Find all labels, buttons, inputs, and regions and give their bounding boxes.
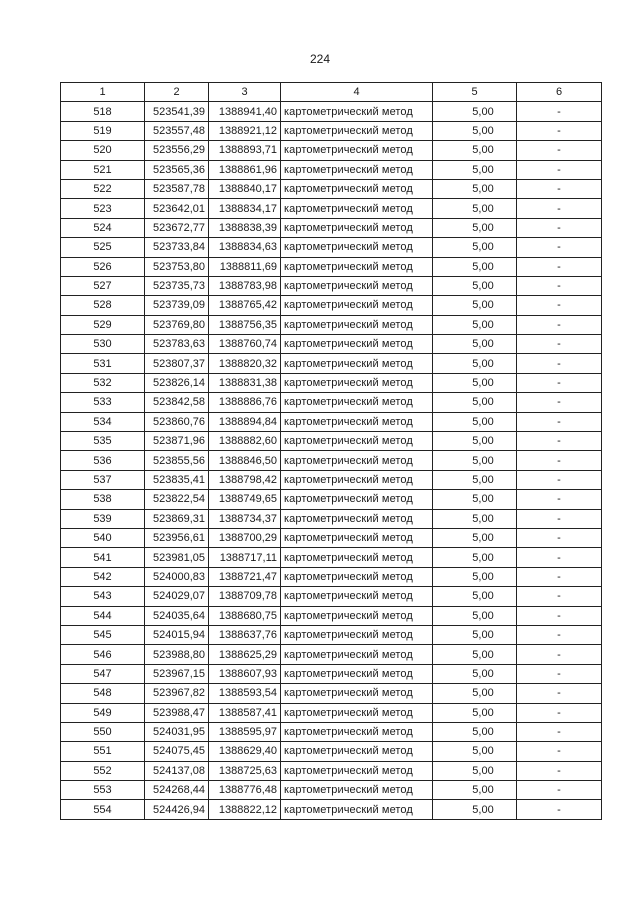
x-coordinate-cell: 524029,07 bbox=[145, 587, 209, 606]
method-cell: картометрический метод bbox=[281, 296, 433, 315]
method-cell: картометрический метод bbox=[281, 218, 433, 237]
table-row bbox=[61, 432, 602, 451]
accuracy-cell: 5,00 bbox=[433, 315, 517, 334]
point-number-cell: 521 bbox=[61, 160, 145, 179]
x-coordinate-cell: 523981,05 bbox=[145, 548, 209, 567]
point-number-cell: 522 bbox=[61, 179, 145, 198]
method-cell: картометрический метод bbox=[281, 412, 433, 431]
table-row bbox=[61, 722, 602, 741]
method-cell: картометрический метод bbox=[281, 625, 433, 644]
point-number-cell: 530 bbox=[61, 335, 145, 354]
method-cell: картометрический метод bbox=[281, 722, 433, 741]
x-coordinate-cell: 523735,73 bbox=[145, 276, 209, 295]
note-cell: - bbox=[517, 451, 602, 470]
accuracy-cell: 5,00 bbox=[433, 625, 517, 644]
accuracy-cell: 5,00 bbox=[433, 238, 517, 257]
accuracy-cell: 5,00 bbox=[433, 412, 517, 431]
column-header: 6 bbox=[517, 83, 602, 102]
x-coordinate-cell: 523557,48 bbox=[145, 121, 209, 140]
x-coordinate-cell: 524075,45 bbox=[145, 742, 209, 761]
table-row bbox=[61, 218, 602, 237]
accuracy-cell: 5,00 bbox=[433, 276, 517, 295]
x-coordinate-cell: 523739,09 bbox=[145, 296, 209, 315]
method-cell: картометрический метод bbox=[281, 102, 433, 121]
method-cell: картометрический метод bbox=[281, 121, 433, 140]
method-cell: картометрический метод bbox=[281, 742, 433, 761]
note-cell: - bbox=[517, 548, 602, 567]
note-cell: - bbox=[517, 800, 602, 819]
method-cell: картометрический метод bbox=[281, 781, 433, 800]
point-number-cell: 538 bbox=[61, 490, 145, 509]
y-coordinate-cell: 1388861,96 bbox=[209, 160, 281, 179]
point-number-cell: 534 bbox=[61, 412, 145, 431]
x-coordinate-cell: 523753,80 bbox=[145, 257, 209, 276]
note-cell: - bbox=[517, 296, 602, 315]
method-cell: картометрический метод bbox=[281, 490, 433, 509]
method-cell: картометрический метод bbox=[281, 587, 433, 606]
note-cell: - bbox=[517, 703, 602, 722]
x-coordinate-cell: 523988,80 bbox=[145, 645, 209, 664]
accuracy-cell: 5,00 bbox=[433, 761, 517, 780]
point-number-cell: 547 bbox=[61, 664, 145, 683]
accuracy-cell: 5,00 bbox=[433, 121, 517, 140]
accuracy-cell: 5,00 bbox=[433, 199, 517, 218]
method-cell: картометрический метод bbox=[281, 199, 433, 218]
table-row bbox=[61, 141, 602, 160]
note-cell: - bbox=[517, 587, 602, 606]
table-row bbox=[61, 703, 602, 722]
y-coordinate-cell: 1388717,11 bbox=[209, 548, 281, 567]
note-cell: - bbox=[517, 432, 602, 451]
method-cell: картометрический метод bbox=[281, 276, 433, 295]
x-coordinate-cell: 523769,80 bbox=[145, 315, 209, 334]
y-coordinate-cell: 1388838,39 bbox=[209, 218, 281, 237]
point-number-cell: 523 bbox=[61, 199, 145, 218]
method-cell: картометрический метод bbox=[281, 606, 433, 625]
table-row bbox=[61, 179, 602, 198]
table-row bbox=[61, 276, 602, 295]
y-coordinate-cell: 1388587,41 bbox=[209, 703, 281, 722]
y-coordinate-cell: 1388882,60 bbox=[209, 432, 281, 451]
note-cell: - bbox=[517, 238, 602, 257]
accuracy-cell: 5,00 bbox=[433, 800, 517, 819]
table-row bbox=[61, 412, 602, 431]
method-cell: картометрический метод bbox=[281, 160, 433, 179]
accuracy-cell: 5,00 bbox=[433, 490, 517, 509]
point-number-cell: 537 bbox=[61, 470, 145, 489]
point-number-cell: 548 bbox=[61, 684, 145, 703]
note-cell: - bbox=[517, 102, 602, 121]
page-number: 224 bbox=[309, 52, 331, 66]
point-number-cell: 525 bbox=[61, 238, 145, 257]
y-coordinate-cell: 1388893,71 bbox=[209, 141, 281, 160]
accuracy-cell: 5,00 bbox=[433, 781, 517, 800]
method-cell: картометрический метод bbox=[281, 179, 433, 198]
note-cell: - bbox=[517, 761, 602, 780]
point-number-cell: 526 bbox=[61, 257, 145, 276]
y-coordinate-cell: 1388637,76 bbox=[209, 625, 281, 644]
accuracy-cell: 5,00 bbox=[433, 179, 517, 198]
column-header: 1 bbox=[61, 83, 145, 102]
accuracy-cell: 5,00 bbox=[433, 335, 517, 354]
y-coordinate-cell: 1388700,29 bbox=[209, 528, 281, 547]
method-cell: картометрический метод bbox=[281, 432, 433, 451]
accuracy-cell: 5,00 bbox=[433, 548, 517, 567]
column-header: 3 bbox=[209, 83, 281, 102]
x-coordinate-cell: 523826,14 bbox=[145, 373, 209, 392]
note-cell: - bbox=[517, 470, 602, 489]
x-coordinate-cell: 523822,54 bbox=[145, 490, 209, 509]
accuracy-cell: 5,00 bbox=[433, 684, 517, 703]
coordinates-table bbox=[60, 82, 602, 820]
y-coordinate-cell: 1388783,98 bbox=[209, 276, 281, 295]
note-cell: - bbox=[517, 567, 602, 586]
x-coordinate-cell: 523541,39 bbox=[145, 102, 209, 121]
column-header: 5 bbox=[433, 83, 517, 102]
method-cell: картометрический метод bbox=[281, 354, 433, 373]
table-row bbox=[61, 393, 602, 412]
point-number-cell: 518 bbox=[61, 102, 145, 121]
point-number-cell: 532 bbox=[61, 373, 145, 392]
y-coordinate-cell: 1388834,63 bbox=[209, 238, 281, 257]
accuracy-cell: 5,00 bbox=[433, 528, 517, 547]
x-coordinate-cell: 523860,76 bbox=[145, 412, 209, 431]
y-coordinate-cell: 1388822,12 bbox=[209, 800, 281, 819]
accuracy-cell: 5,00 bbox=[433, 722, 517, 741]
table-row bbox=[61, 160, 602, 179]
accuracy-cell: 5,00 bbox=[433, 742, 517, 761]
method-cell: картометрический метод bbox=[281, 335, 433, 354]
y-coordinate-cell: 1388721,47 bbox=[209, 567, 281, 586]
y-coordinate-cell: 1388811,69 bbox=[209, 257, 281, 276]
table-row bbox=[61, 257, 602, 276]
point-number-cell: 533 bbox=[61, 393, 145, 412]
y-coordinate-cell: 1388709,78 bbox=[209, 587, 281, 606]
x-coordinate-cell: 523835,41 bbox=[145, 470, 209, 489]
table-row bbox=[61, 121, 602, 140]
accuracy-cell: 5,00 bbox=[433, 606, 517, 625]
note-cell: - bbox=[517, 160, 602, 179]
note-cell: - bbox=[517, 742, 602, 761]
point-number-cell: 549 bbox=[61, 703, 145, 722]
x-coordinate-cell: 524015,94 bbox=[145, 625, 209, 644]
note-cell: - bbox=[517, 218, 602, 237]
y-coordinate-cell: 1388921,12 bbox=[209, 121, 281, 140]
y-coordinate-cell: 1388886,76 bbox=[209, 393, 281, 412]
note-cell: - bbox=[517, 528, 602, 547]
accuracy-cell: 5,00 bbox=[433, 373, 517, 392]
x-coordinate-cell: 524137,08 bbox=[145, 761, 209, 780]
method-cell: картометрический метод bbox=[281, 257, 433, 276]
table-row bbox=[61, 606, 602, 625]
table-row bbox=[61, 509, 602, 528]
column-header: 4 bbox=[281, 83, 433, 102]
method-cell: картометрический метод bbox=[281, 548, 433, 567]
note-cell: - bbox=[517, 645, 602, 664]
accuracy-cell: 5,00 bbox=[433, 587, 517, 606]
note-cell: - bbox=[517, 315, 602, 334]
table-row bbox=[61, 296, 602, 315]
point-number-cell: 539 bbox=[61, 509, 145, 528]
table-body bbox=[61, 102, 602, 819]
point-number-cell: 520 bbox=[61, 141, 145, 160]
method-cell: картометрический метод bbox=[281, 684, 433, 703]
table-header-row bbox=[61, 83, 602, 102]
accuracy-cell: 5,00 bbox=[433, 160, 517, 179]
note-cell: - bbox=[517, 606, 602, 625]
point-number-cell: 551 bbox=[61, 742, 145, 761]
point-number-cell: 545 bbox=[61, 625, 145, 644]
point-number-cell: 554 bbox=[61, 800, 145, 819]
x-coordinate-cell: 523956,61 bbox=[145, 528, 209, 547]
note-cell: - bbox=[517, 373, 602, 392]
x-coordinate-cell: 523871,96 bbox=[145, 432, 209, 451]
point-number-cell: 542 bbox=[61, 567, 145, 586]
y-coordinate-cell: 1388776,48 bbox=[209, 781, 281, 800]
y-coordinate-cell: 1388820,32 bbox=[209, 354, 281, 373]
table-row bbox=[61, 490, 602, 509]
table-row bbox=[61, 199, 602, 218]
point-number-cell: 528 bbox=[61, 296, 145, 315]
y-coordinate-cell: 1388593,54 bbox=[209, 684, 281, 703]
y-coordinate-cell: 1388756,35 bbox=[209, 315, 281, 334]
method-cell: картометрический метод bbox=[281, 703, 433, 722]
method-cell: картометрический метод bbox=[281, 664, 433, 683]
x-coordinate-cell: 523988,47 bbox=[145, 703, 209, 722]
accuracy-cell: 5,00 bbox=[433, 451, 517, 470]
accuracy-cell: 5,00 bbox=[433, 645, 517, 664]
point-number-cell: 546 bbox=[61, 645, 145, 664]
method-cell: картометрический метод bbox=[281, 761, 433, 780]
table-row bbox=[61, 354, 602, 373]
table-row bbox=[61, 781, 602, 800]
point-number-cell: 529 bbox=[61, 315, 145, 334]
accuracy-cell: 5,00 bbox=[433, 296, 517, 315]
accuracy-cell: 5,00 bbox=[433, 664, 517, 683]
table-row bbox=[61, 684, 602, 703]
point-number-cell: 531 bbox=[61, 354, 145, 373]
x-coordinate-cell: 523587,78 bbox=[145, 179, 209, 198]
method-cell: картометрический метод bbox=[281, 470, 433, 489]
y-coordinate-cell: 1388840,17 bbox=[209, 179, 281, 198]
y-coordinate-cell: 1388798,42 bbox=[209, 470, 281, 489]
table-row bbox=[61, 451, 602, 470]
y-coordinate-cell: 1388625,29 bbox=[209, 645, 281, 664]
table-row bbox=[61, 528, 602, 547]
x-coordinate-cell: 524000,83 bbox=[145, 567, 209, 586]
x-coordinate-cell: 523869,31 bbox=[145, 509, 209, 528]
accuracy-cell: 5,00 bbox=[433, 393, 517, 412]
y-coordinate-cell: 1388607,93 bbox=[209, 664, 281, 683]
method-cell: картометрический метод bbox=[281, 315, 433, 334]
x-coordinate-cell: 523967,82 bbox=[145, 684, 209, 703]
x-coordinate-cell: 524426,94 bbox=[145, 800, 209, 819]
method-cell: картометрический метод bbox=[281, 141, 433, 160]
note-cell: - bbox=[517, 257, 602, 276]
x-coordinate-cell: 523842,58 bbox=[145, 393, 209, 412]
method-cell: картометрический метод bbox=[281, 645, 433, 664]
note-cell: - bbox=[517, 179, 602, 198]
y-coordinate-cell: 1388941,40 bbox=[209, 102, 281, 121]
point-number-cell: 519 bbox=[61, 121, 145, 140]
accuracy-cell: 5,00 bbox=[433, 432, 517, 451]
table-row bbox=[61, 645, 602, 664]
point-number-cell: 541 bbox=[61, 548, 145, 567]
note-cell: - bbox=[517, 684, 602, 703]
table-row bbox=[61, 373, 602, 392]
table-row bbox=[61, 102, 602, 121]
point-number-cell: 535 bbox=[61, 432, 145, 451]
x-coordinate-cell: 523642,01 bbox=[145, 199, 209, 218]
x-coordinate-cell: 523855,56 bbox=[145, 451, 209, 470]
table-row bbox=[61, 315, 602, 334]
x-coordinate-cell: 523672,77 bbox=[145, 218, 209, 237]
point-number-cell: 550 bbox=[61, 722, 145, 741]
note-cell: - bbox=[517, 276, 602, 295]
y-coordinate-cell: 1388734,37 bbox=[209, 509, 281, 528]
x-coordinate-cell: 523783,63 bbox=[145, 335, 209, 354]
note-cell: - bbox=[517, 335, 602, 354]
table-row bbox=[61, 625, 602, 644]
point-number-cell: 543 bbox=[61, 587, 145, 606]
x-coordinate-cell: 523967,15 bbox=[145, 664, 209, 683]
table-row bbox=[61, 567, 602, 586]
y-coordinate-cell: 1388894,84 bbox=[209, 412, 281, 431]
method-cell: картометрический метод bbox=[281, 509, 433, 528]
note-cell: - bbox=[517, 121, 602, 140]
method-cell: картометрический метод bbox=[281, 238, 433, 257]
y-coordinate-cell: 1388629,40 bbox=[209, 742, 281, 761]
y-coordinate-cell: 1388831,38 bbox=[209, 373, 281, 392]
y-coordinate-cell: 1388595,97 bbox=[209, 722, 281, 741]
y-coordinate-cell: 1388765,42 bbox=[209, 296, 281, 315]
note-cell: - bbox=[517, 490, 602, 509]
note-cell: - bbox=[517, 625, 602, 644]
table-row bbox=[61, 664, 602, 683]
method-cell: картометрический метод bbox=[281, 393, 433, 412]
point-number-cell: 536 bbox=[61, 451, 145, 470]
accuracy-cell: 5,00 bbox=[433, 354, 517, 373]
point-number-cell: 553 bbox=[61, 781, 145, 800]
x-coordinate-cell: 523565,36 bbox=[145, 160, 209, 179]
method-cell: картометрический метод bbox=[281, 528, 433, 547]
table-row bbox=[61, 548, 602, 567]
method-cell: картометрический метод bbox=[281, 800, 433, 819]
point-number-cell: 544 bbox=[61, 606, 145, 625]
table-row bbox=[61, 761, 602, 780]
y-coordinate-cell: 1388749,65 bbox=[209, 490, 281, 509]
table-row bbox=[61, 800, 602, 819]
accuracy-cell: 5,00 bbox=[433, 257, 517, 276]
table-row bbox=[61, 335, 602, 354]
method-cell: картометрический метод bbox=[281, 373, 433, 392]
note-cell: - bbox=[517, 781, 602, 800]
point-number-cell: 540 bbox=[61, 528, 145, 547]
point-number-cell: 524 bbox=[61, 218, 145, 237]
accuracy-cell: 5,00 bbox=[433, 567, 517, 586]
point-number-cell: 527 bbox=[61, 276, 145, 295]
table-row bbox=[61, 470, 602, 489]
x-coordinate-cell: 524268,44 bbox=[145, 781, 209, 800]
accuracy-cell: 5,00 bbox=[433, 218, 517, 237]
note-cell: - bbox=[517, 509, 602, 528]
note-cell: - bbox=[517, 141, 602, 160]
x-coordinate-cell: 523807,37 bbox=[145, 354, 209, 373]
accuracy-cell: 5,00 bbox=[433, 703, 517, 722]
method-cell: картометрический метод bbox=[281, 567, 433, 586]
x-coordinate-cell: 523556,29 bbox=[145, 141, 209, 160]
note-cell: - bbox=[517, 393, 602, 412]
table-row bbox=[61, 742, 602, 761]
note-cell: - bbox=[517, 199, 602, 218]
table-row bbox=[61, 238, 602, 257]
column-header: 2 bbox=[145, 83, 209, 102]
note-cell: - bbox=[517, 722, 602, 741]
accuracy-cell: 5,00 bbox=[433, 509, 517, 528]
y-coordinate-cell: 1388846,50 bbox=[209, 451, 281, 470]
x-coordinate-cell: 524035,64 bbox=[145, 606, 209, 625]
x-coordinate-cell: 524031,95 bbox=[145, 722, 209, 741]
note-cell: - bbox=[517, 412, 602, 431]
accuracy-cell: 5,00 bbox=[433, 102, 517, 121]
y-coordinate-cell: 1388680,75 bbox=[209, 606, 281, 625]
point-number-cell: 552 bbox=[61, 761, 145, 780]
method-cell: картометрический метод bbox=[281, 451, 433, 470]
y-coordinate-cell: 1388725,63 bbox=[209, 761, 281, 780]
note-cell: - bbox=[517, 664, 602, 683]
accuracy-cell: 5,00 bbox=[433, 141, 517, 160]
table-row bbox=[61, 587, 602, 606]
note-cell: - bbox=[517, 354, 602, 373]
y-coordinate-cell: 1388760,74 bbox=[209, 335, 281, 354]
x-coordinate-cell: 523733,84 bbox=[145, 238, 209, 257]
accuracy-cell: 5,00 bbox=[433, 470, 517, 489]
y-coordinate-cell: 1388834,17 bbox=[209, 199, 281, 218]
